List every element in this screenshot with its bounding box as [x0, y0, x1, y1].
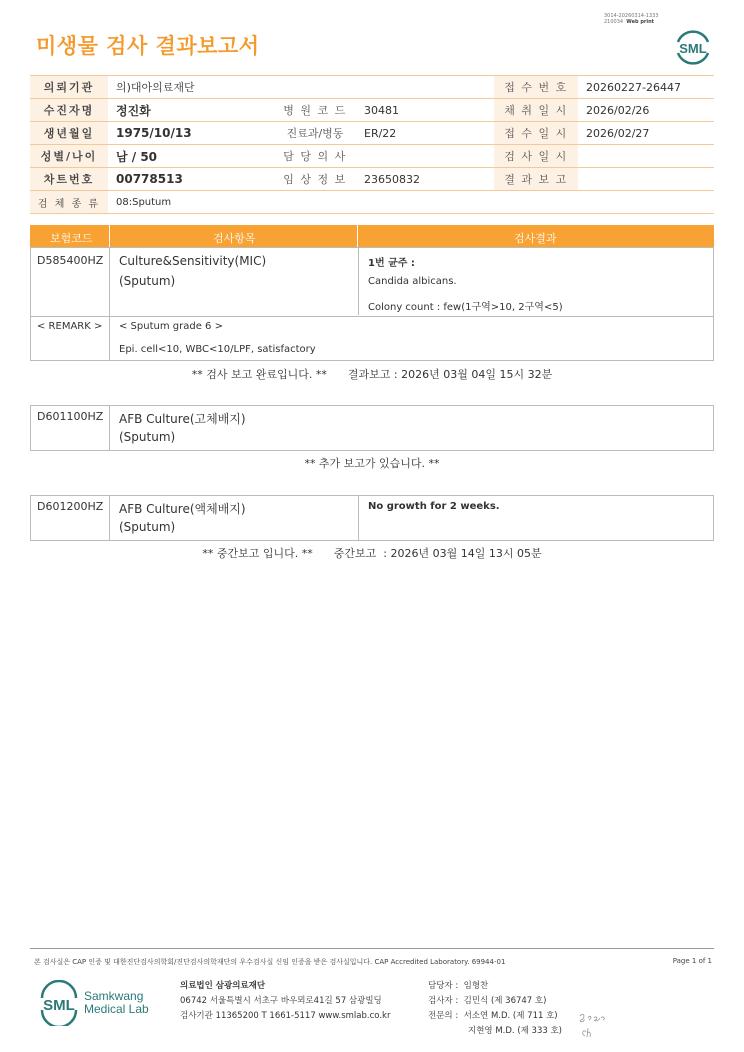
report-status-note: ** 추가 보고가 있습니다. **	[304, 457, 440, 470]
report-value	[578, 168, 714, 191]
lab-address: 06742 서울특별시 서초구 바우뫼로41길 57 삼광빌딩	[180, 996, 382, 1006]
report-status-note: ** 검사 보고 완료입니다. ** 결과보고 : 2026년 03월 04일 15시 32분	[191, 368, 553, 381]
sml-footer-logo-text: SML	[43, 997, 75, 1014]
footer-divider	[30, 948, 714, 949]
remark-line: Epi. cell<10, WBC<10/LPF, satisfactory	[119, 344, 316, 355]
dept-value: ER/22	[356, 122, 494, 145]
tester-label: 검사자 :	[428, 996, 459, 1006]
print-id-line1: 3014-20260314-1333	[604, 13, 659, 19]
receipt-no-label: 접 수 번 호	[494, 76, 578, 99]
collected-value: 2026/02/26	[578, 99, 714, 122]
certification-text: 본 검사실은 CAP 인증 및 대한진단검사의학회/진단검사의학재단의 우수검사실 신임 인증을 받은 검사실입니다. CAP Accredited Laboratory. 69944-01	[34, 958, 506, 966]
col-item-header: 검사항목	[213, 232, 256, 245]
report-label: 결 과 보 고	[494, 168, 578, 191]
signature-icon	[576, 1010, 612, 1040]
hospital-code-value: 30481	[356, 99, 494, 122]
col-result-header: 검사결과	[514, 232, 557, 245]
sex-age-value: 남 / 50	[108, 145, 274, 168]
result-line: Colony count : few(1구역>10, 2구역<5)	[368, 302, 563, 313]
manager-name: 임형찬	[463, 981, 489, 991]
dob-value: 1975/10/13	[108, 122, 274, 145]
patient-label: 수진자명	[30, 99, 108, 122]
result-line: Candida albicans.	[368, 276, 457, 287]
lab-name-line1: Samkwang	[84, 989, 144, 1003]
dept-label: 진료과/병동	[274, 122, 356, 145]
hospital-code-label: 병 원 코 드	[274, 99, 356, 122]
result-block-2	[30, 405, 714, 451]
test-specimen: (Sputum)	[119, 520, 176, 534]
test-item: AFB Culture(고체배지)	[119, 412, 246, 426]
sml-logo-icon	[672, 26, 714, 66]
collected-label: 채 취 일 시	[494, 99, 578, 122]
remark-label: < REMARK >	[37, 321, 103, 332]
report-status-note: ** 중간보고 입니다. ** 중간보고 : 2026년 03월 14일 13시 05분	[202, 547, 542, 560]
patient-info-table	[30, 75, 714, 214]
test-result: No growth for 2 weeks.	[368, 501, 500, 512]
specialist-name: 서소연 M.D. (제 711 호)	[463, 1011, 558, 1021]
results-header	[30, 225, 714, 247]
lab-name	[84, 990, 149, 1016]
lab-address-block	[180, 979, 390, 1024]
chart-value: 00778513	[108, 168, 274, 191]
sml-footer-logo-icon	[36, 980, 82, 1026]
insurance-code: D601100HZ	[37, 410, 104, 423]
clinical-value: 23650832	[356, 168, 494, 191]
result-line: 1번 균주 :	[368, 258, 415, 269]
lab-contact: 검사기관 11365200 T 1661-5117 www.smlab.co.kr	[180, 1011, 391, 1021]
foundation-name: 의료법인 삼광의료재단	[180, 981, 266, 991]
received-label: 접 수 일 시	[494, 122, 578, 145]
remark-line: < Sputum grade 6 >	[119, 321, 223, 332]
insurance-code: D601200HZ	[37, 500, 104, 513]
receipt-no-value: 20260227-26447	[578, 76, 714, 99]
print-id-line2: 210034	[604, 19, 624, 25]
specialist-name: 지현영 M.D. (제 333 호)	[468, 1026, 563, 1036]
specimen-label: 검 체 종 류	[30, 191, 108, 214]
test-specimen: (Sputum)	[119, 274, 176, 288]
clinical-label: 임 상 정 보	[274, 168, 356, 191]
requester-value: 의)대아의료재단	[108, 76, 494, 99]
doctor-label: 담 당 의 사	[274, 145, 356, 168]
tested-value	[578, 145, 714, 168]
tester-name: 김민식 (제 36747 호)	[463, 996, 547, 1006]
tested-label: 검 사 일 시	[494, 145, 578, 168]
sex-age-label: 성별/나이	[30, 145, 108, 168]
specimen-value: 08:Sputum	[108, 191, 714, 214]
result-block-1	[30, 247, 714, 361]
patient-value: 정진화	[108, 99, 274, 122]
col-code-header: 보험코드	[50, 232, 93, 245]
test-item: Culture&Sensitivity(MIC)	[119, 254, 267, 268]
received-value: 2026/02/27	[578, 122, 714, 145]
specialist-label: 전문의 :	[428, 1011, 459, 1021]
chart-label: 차트번호	[30, 168, 108, 191]
doctor-value	[356, 145, 494, 168]
insurance-code: D585400HZ	[37, 254, 104, 267]
staff-block	[428, 979, 562, 1039]
print-id	[604, 13, 659, 25]
lab-name-line2: Medical Lab	[84, 1002, 149, 1016]
sml-logo-text: SML	[679, 41, 707, 56]
test-specimen: (Sputum)	[119, 430, 176, 444]
dob-label: 생년월일	[30, 122, 108, 145]
test-item: AFB Culture(액체배지)	[119, 502, 246, 516]
page-number: Page 1 of 1	[672, 957, 712, 965]
result-block-3	[30, 495, 714, 541]
requester-label: 의뢰기관	[30, 76, 108, 99]
web-print-label: Web print	[626, 19, 655, 25]
manager-label: 담당자 :	[428, 981, 459, 991]
report-title: 미생물 검사 결과보고서	[36, 34, 260, 58]
